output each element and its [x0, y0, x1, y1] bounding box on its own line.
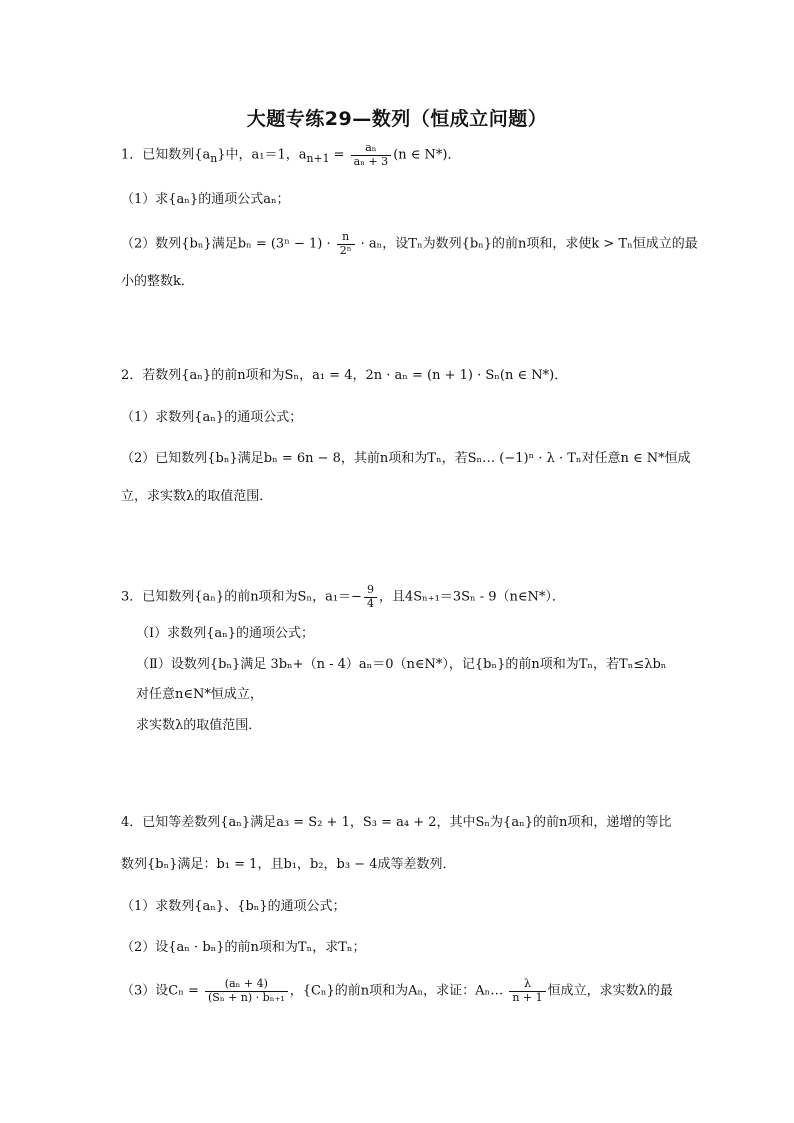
problem-2-statement: 2．若数列{aₙ}的前n项和为Sₙ，a₁ = 4，2n · aₙ = (n + 1) · Sₙ(n ∈ N*)． — [121, 368, 568, 383]
problem-4-part-2: （2）设{aₙ · bₙ}的前n项和为Tₙ，求Tₙ； — [121, 940, 366, 955]
problem-2-part-2: （2）已知数列{bₙ}满足bₙ = 6n − 8，其前n项和为Tₙ，若Sₙ… (−1)ⁿ · λ · Tₙ对任意n ∈ N*恒成 — [121, 451, 691, 466]
problem-4-part-3: （3）设Cₙ = $\frac{\text{(aₙ + 4)}}{\text{(Sₙ + n) · bₙ₊₁}}$ ，{Cₙ}的前n项和为Aₙ，求证：Aₙ… $\frac{\lambda}{n + 1}$ 恒成立，求实数λ的最 — [121, 977, 673, 1004]
problem-1-part-1: （1）求{aₙ}的通项公式aₙ； — [121, 192, 290, 207]
problem-3-part-2: （Ⅱ）设数列{bₙ}满足 3bₙ+（n - 4）aₙ＝0（n∈N*），记{bₙ}的前n项和为Tₙ，若Tₙ≤λbₙ — [136, 657, 667, 672]
problem-4-part-1: （1）求数列{aₙ}、{bₙ}的通项公式； — [121, 899, 346, 914]
fraction: $\frac{\lambda}{n + 1}$ — [509, 978, 545, 1004]
problem-3-part-1: （Ⅰ）求数列{aₙ}的通项公式； — [136, 626, 315, 641]
problem-2-part-1: （1）求数列{aₙ}的通项公式； — [121, 410, 303, 425]
document-title: 大题专练29—数列（恒成立问题） — [246, 108, 548, 130]
problem-3-part-2-cont: 对任意n∈N*恒成立， — [136, 687, 263, 702]
problem-1-part-2: （2）数列{bₙ}满足bₙ = (3ⁿ − 1) · $\frac{n}{\text{2ⁿ}}$ · aₙ，设Tₙ为数列{bₙ}的前n项和，求使k > Tₙ恒成立的最 — [121, 230, 698, 257]
problem-2-part-2-cont: 立，求实数λ的取值范围． — [121, 489, 273, 504]
problem-1-statement: 1．已知数列$\{a_n\}$中，a₁＝1，$a_{n+1}$ = $\frac{\text{aₙ}}{\text{aₙ + 3}}$ (n ∈ N*)． — [121, 141, 461, 168]
fraction: $\frac{\text{aₙ}}{\text{aₙ + 3}}$ — [351, 142, 392, 168]
problem-3-statement: 3．已知数列{aₙ}的前n项和为Sₙ，a₁＝− $\frac{9}{4}$ ，且4Sₙ₊₁＝3Sₙ - 9（n∈N*）． — [121, 583, 565, 610]
problem-4-statement-cont: 数列{bₙ}满足：b₁ = 1，且b₁，b₂，b₃ − 4成等差数列． — [121, 857, 456, 872]
problem-4-statement: 4．已知等差数列{aₙ}满足a₃ = S₂ + 1，S₃ = a₄ + 2，其中Sₙ为{aₙ}的前n项和，递增的等比 — [121, 815, 672, 830]
fraction: $\frac{\text{(aₙ + 4)}}{\text{(Sₙ + n) · bₙ₊₁}}$ — [205, 978, 288, 1004]
fraction: $\frac{9}{4}$ — [364, 584, 377, 610]
fraction: $\frac{n}{\text{2ⁿ}}$ — [337, 231, 355, 257]
problem-3-part-2-cont2: 求实数λ的取值范围． — [136, 718, 262, 733]
problem-1-part-2-cont: 小的整数k． — [121, 274, 194, 289]
